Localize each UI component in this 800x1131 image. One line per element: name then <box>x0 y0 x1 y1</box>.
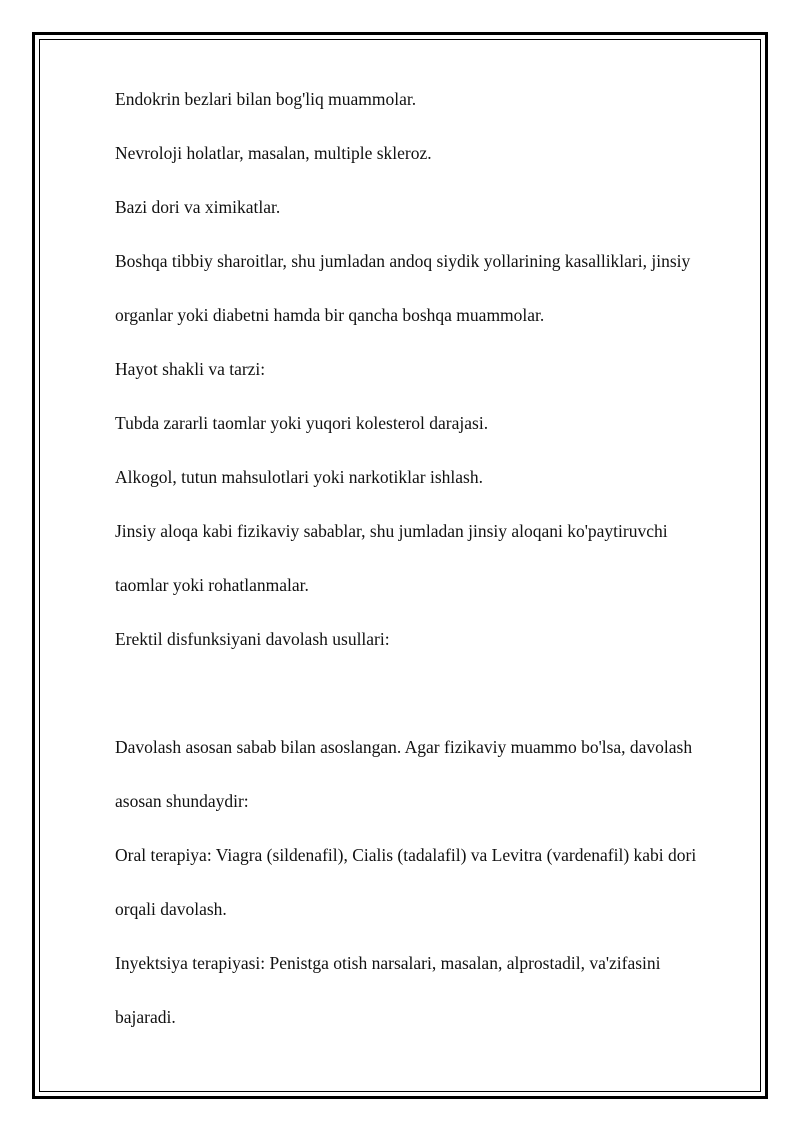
document-body <box>115 72 745 1044</box>
text-line: Davolash asosan sabab bilan asoslangan. Agar fizikaviy muammo bo'lsa, davolash <box>115 737 693 757</box>
text-line: Inyektsiya terapiyasi: Penistga otish narsalari, masalan, alprostadil, va'zifasini <box>115 953 661 973</box>
text-line: Nevroloji holatlar, masalan, multiple skleroz. <box>115 143 432 163</box>
section-heading: Hayot shakli va tarzi: <box>115 359 266 379</box>
text-line: Jinsiy aloqa kabi fizikaviy sabablar, shu jumladan jinsiy aloqani ko'paytiruvchi <box>115 521 668 541</box>
text-line: Bazi dori va ximikatlar. <box>115 197 281 217</box>
section-heading: Erektil disfunksiyani davolash usullari: <box>115 629 390 649</box>
text-line: asosan shundaydir: <box>115 791 249 811</box>
text-line: orqali davolash. <box>115 899 227 919</box>
text-line: Boshqa tibbiy sharoitlar, shu jumladan andoq siydik yollarining kasalliklari, jinsiy <box>115 251 691 271</box>
text-line: organlar yoki diabetni hamda bir qancha boshqa muammolar. <box>115 305 545 325</box>
text-line: bajaradi. <box>115 1007 176 1027</box>
text-line: Endokrin bezlari bilan bog'liq muammolar. <box>115 89 417 109</box>
text-line: Alkogol, tutun mahsulotlari yoki narkotiklar ishlash. <box>115 467 483 487</box>
text-line: Oral terapiya: Viagra (sildenafil), Cialis (tadalafil) va Levitra (vardenafil) kabi dori <box>115 845 697 865</box>
text-line: Tubda zararli taomlar yoki yuqori kolesterol darajasi. <box>115 413 489 433</box>
text-line: taomlar yoki rohatlanmalar. <box>115 575 309 595</box>
blank-line <box>115 666 745 720</box>
